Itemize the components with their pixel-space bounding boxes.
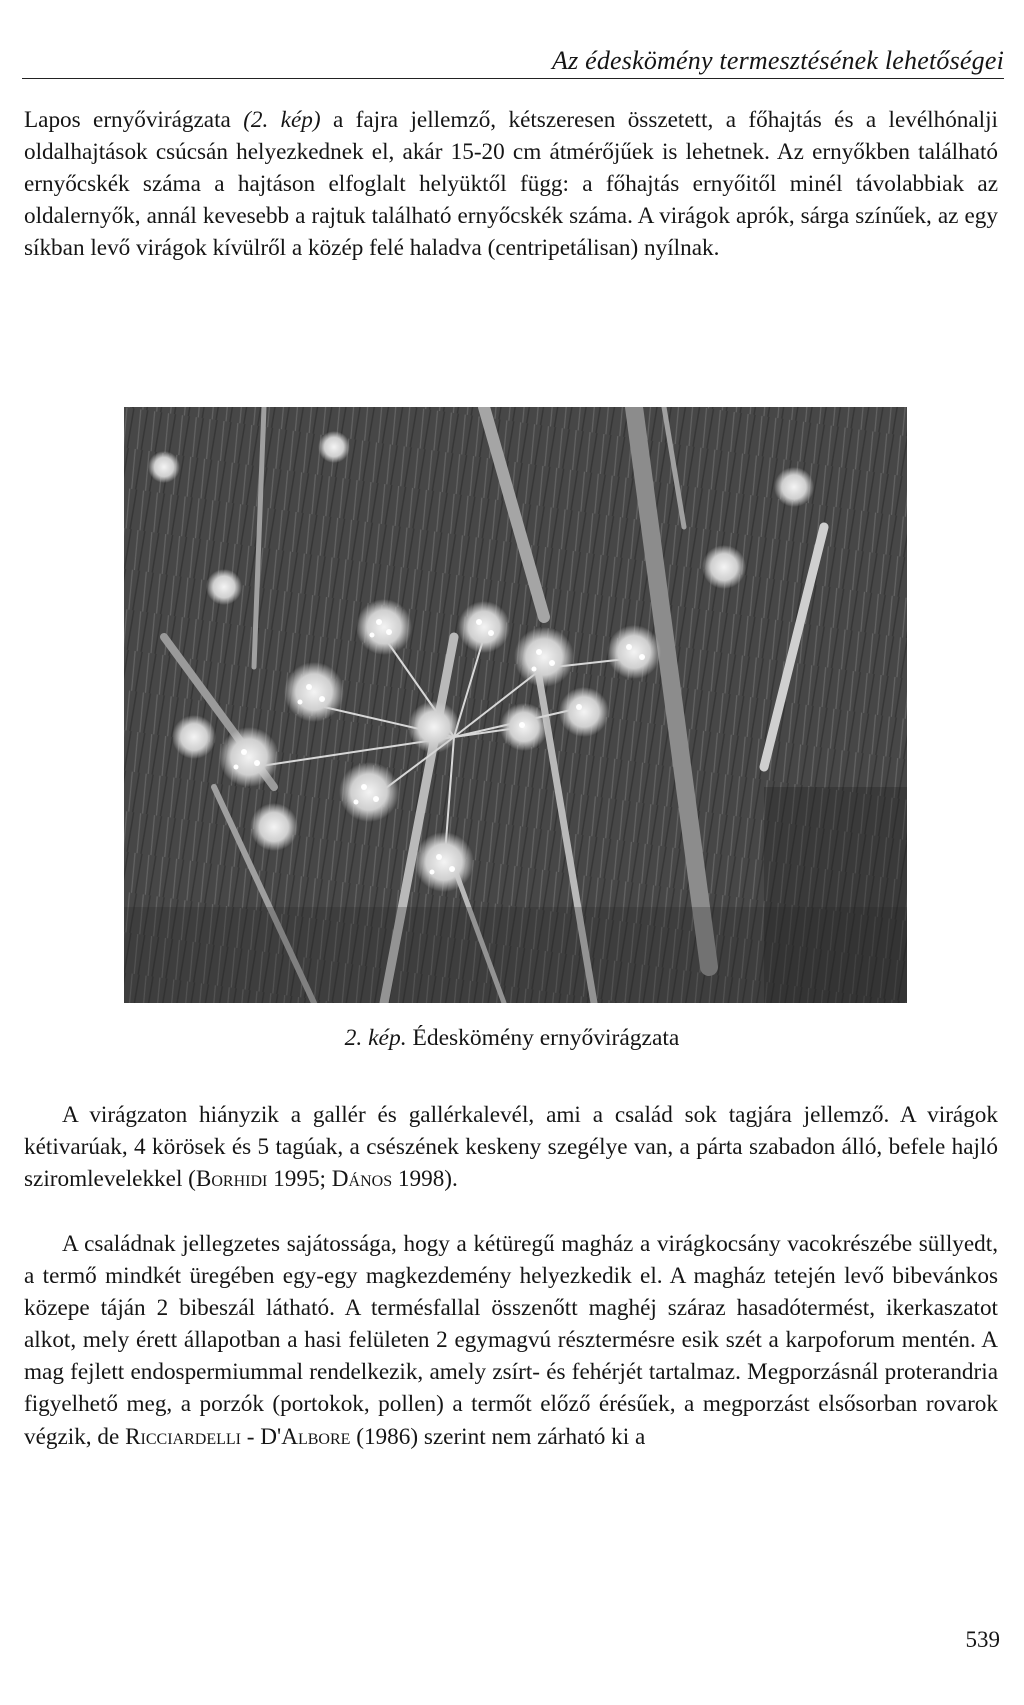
- paragraph-text: A virágzaton hiányzik a gallér és gallérkalevél, ami a család sok tagjára jellemző. A virágok kétivarúak, 4 körösek és 5 tagúak, a csészének keskeny szegélye van, a párta szabadon álló, befele hajló sziromlevelekkel (: [24, 1102, 998, 1193]
- paragraph-text: a fajra jellemző, kétszeresen összetett, a főhajtás és a levélhónalji oldalhajtások csúcsán helyezkednek el, akár 15-20 cm átmérőjűek is lehetnek. Az ernyőkben található ernyőcskék száma a hajtáson elfoglalt helyüktől függ: a főhajtás ernyőitől minél távolabbiak az oldalernyők, annál kevesebb a rajtuk található ernyőcskék száma. A virágok aprók, sárga színűek, az egy síkban levő virágok kívülről a közép felé haladva (centripetálisan) nyílnak.: [24, 107, 998, 262]
- body-paragraph-1: [24, 104, 998, 264]
- paragraph-text: A családnak jellegzetes sajátossága, hogy a kétüregű magház a virágkocsány vacokrészébe süllyedt, a termő mindkét üregében egy-egy magkezdemény helyezkedik el. A magház tetején levő bibevánkos közepe táján 2 bibeszál látható. A termésfallal összenőtt maghéj száraz hasadótermést, ikerkaszatot alkot, mely érett állapotban a hasi felületen 2 egymagvú résztermésre esik szét a karpoforum mentén. A mag fejlett endospermiummal rendelkezik, amely zsírt- és fehérjét tartalmaz. Megporzásnál proterandria figyelhető meg, a porzók (portokok, pollen) a termőt előző érésűek, a megporzást elsősorban rovarok végzik, de: [24, 1231, 998, 1450]
- paragraph-text: Lapos ernyővirágzata: [24, 107, 244, 133]
- paragraph-text: 1995;: [267, 1166, 332, 1193]
- author-name: Borhidi: [195, 1166, 268, 1193]
- author-name: Dános: [331, 1166, 393, 1193]
- page-number: 539: [965, 1627, 1000, 1652]
- caption-number: 2. kép.: [344, 1025, 407, 1051]
- figure-caption: [0, 1023, 1024, 1053]
- fennel-umbel-photo: [124, 407, 907, 1003]
- paragraph-text: 1998).: [392, 1166, 458, 1193]
- body-paragraph-3: [24, 1228, 998, 1453]
- caption-text: Édeskömény ernyővirágzata: [406, 1025, 680, 1051]
- figure-reference: (2. kép): [243, 107, 321, 133]
- figure-photo-fennel-umbels: [124, 407, 907, 1003]
- running-head: Az édeskömény termesztésének lehetőségei: [22, 44, 1004, 79]
- author-name: Ricciardelli - D'Albore: [125, 1423, 351, 1450]
- paragraph-text: (1986) szerint nem zárható ki a: [350, 1423, 646, 1450]
- body-paragraph-2: [24, 1099, 998, 1195]
